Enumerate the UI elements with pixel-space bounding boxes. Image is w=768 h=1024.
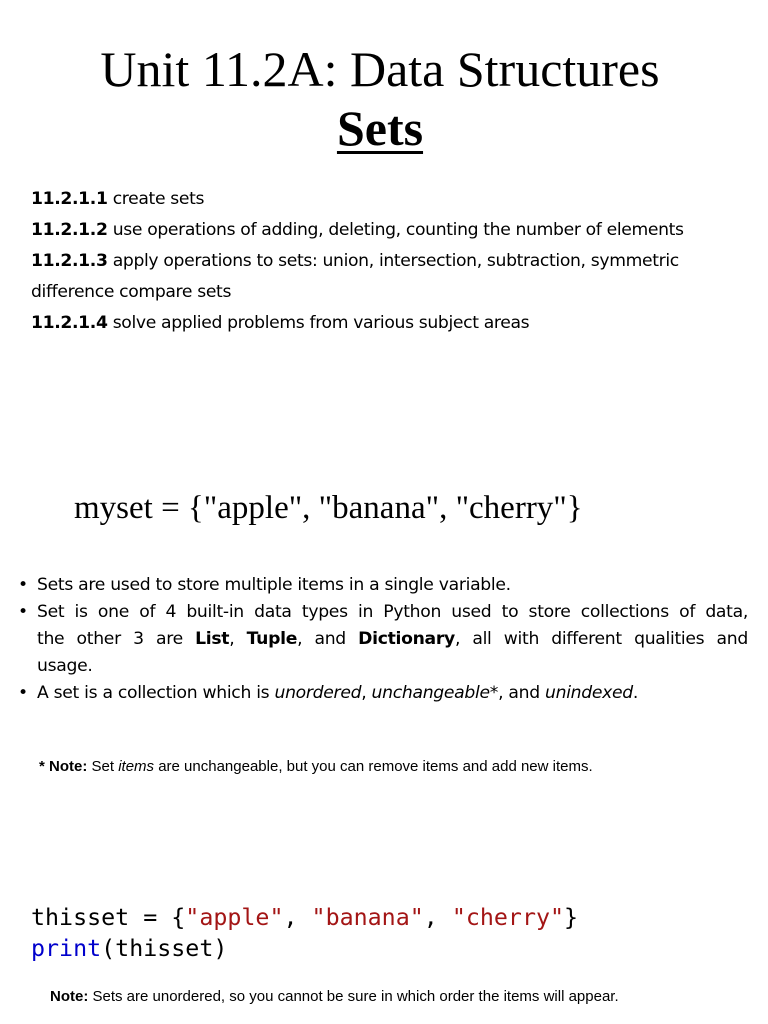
note-items-term: items (118, 758, 155, 775)
objective-text: create sets (107, 189, 205, 209)
code-token: (thisset) (101, 935, 228, 962)
bullet-text-part: , (229, 629, 247, 649)
code-string: "cherry" (451, 904, 565, 931)
bullet-item (18, 599, 748, 680)
unordered-term: unordered (274, 683, 362, 703)
code-token: , (283, 904, 312, 931)
bullet-text-part: . (632, 683, 639, 703)
code-token: } (564, 904, 579, 931)
bullet-item (18, 680, 748, 707)
objective-text: use operations of adding, deleting, counting the number of elements (107, 220, 684, 240)
note-text: Sets are unordered, so you cannot be sure in which order the items will appear. (88, 988, 619, 1005)
bullet-text-line (37, 626, 748, 653)
objective-item-continued (31, 277, 751, 308)
objective-item (31, 184, 751, 215)
objective-text: apply operations to sets: union, intersection, subtraction, symmetric (107, 251, 679, 271)
objective-item (31, 308, 751, 339)
objective-item (31, 215, 751, 246)
bullet-text: Set is one of 4 built-in data types in Python used to store collections of data, (37, 602, 748, 622)
example-set-expression: myset = {"apple", "banana", "cherry"} (74, 490, 583, 526)
code-token: , (423, 904, 452, 931)
learning-objectives (31, 184, 751, 339)
bullet-text-part: A set is a collection which is (37, 683, 275, 703)
bullet-text-part: , all with different qualities and (454, 629, 748, 649)
unindexed-term: unindexed (545, 683, 633, 703)
code-string: "apple" (185, 904, 284, 931)
bullet-icon: • (18, 575, 28, 595)
note-label: * Note: (39, 758, 88, 775)
bullet-text-part: the other 3 are (37, 629, 196, 649)
note-text: are unchangeable, but you can remove items and add new items. (154, 758, 593, 775)
dictionary-keyword: Dictionary (358, 629, 455, 649)
unordered-note (50, 987, 619, 1007)
code-token: thisset = { (31, 904, 186, 931)
bullet-icon: • (18, 683, 28, 703)
page-subtitle: Sets (336, 100, 424, 156)
bullet-icon: • (18, 602, 28, 622)
objective-text: solve applied problems from various subject areas (107, 313, 530, 333)
bullet-text-part: *, and (489, 683, 546, 703)
objective-item (31, 246, 751, 277)
objective-code: 11.2.1.2 (31, 220, 108, 240)
code-example (31, 902, 578, 964)
objective-text: difference compare sets (31, 282, 232, 302)
code-keyword: print (31, 935, 102, 962)
page-title: Unit 11.2A: Data Structures (100, 41, 660, 97)
bullet-text-part: , and (297, 629, 359, 649)
bullet-list (18, 572, 748, 707)
objective-code: 11.2.1.4 (31, 313, 108, 333)
note-text: Set (87, 758, 119, 775)
bullet-text: Sets are used to store multiple items in a single variable. (37, 575, 511, 595)
code-string: "banana" (311, 904, 424, 931)
items-note (39, 757, 593, 777)
list-keyword: List (195, 629, 230, 649)
tuple-keyword: Tuple (246, 629, 298, 649)
objective-code: 11.2.1.3 (31, 251, 108, 271)
bullet-text-line: usage. (37, 656, 93, 676)
bullet-item (18, 572, 748, 599)
note-label: Note: (50, 988, 89, 1005)
bullet-text-part: , (361, 683, 372, 703)
unchangeable-term: unchangeable (371, 683, 490, 703)
objective-code: 11.2.1.1 (31, 189, 108, 209)
